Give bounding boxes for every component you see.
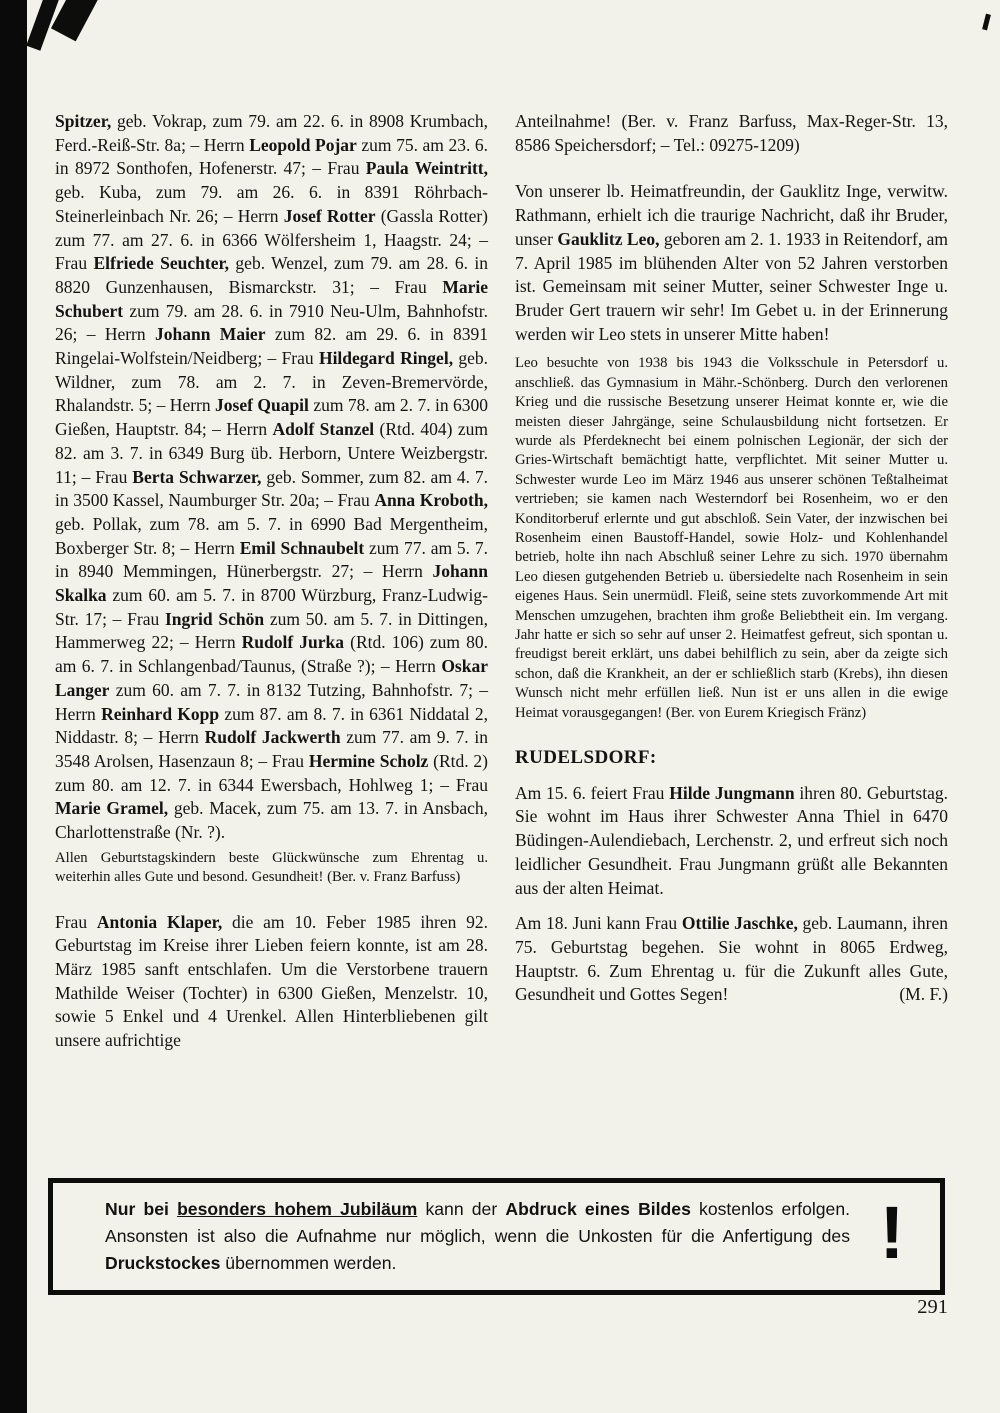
text-segment: Am 15. 6. feiert Frau: [515, 782, 670, 803]
obituary-klaper-paragraph: [55, 911, 488, 1053]
text-segment: (M. F.): [899, 984, 948, 1005]
birthday-jaschke-paragraph: [515, 912, 948, 1007]
text-segment: Marie Gramel,: [55, 798, 169, 819]
text-segment: Druckstockes: [105, 1253, 221, 1273]
birthday-list-paragraph: [55, 110, 488, 845]
text-columns: [55, 110, 948, 1172]
text-segment: geb. Wildner, zum 78. am 2. 7. in Zeven-Bremervörde, Rhalandstr. 5; – Herrn: [55, 348, 489, 416]
text-segment: Am 18. Juni kann Frau: [515, 913, 682, 934]
page-number: 291: [917, 1296, 948, 1318]
text-segment: Frau: [55, 911, 97, 932]
text-segment: Anna Kroboth,: [374, 490, 488, 511]
notice-box: [48, 1178, 945, 1295]
text-segment: zum 60. am 5. 7. in 8700 Würzburg, Franz-Ludwig-Str. 17; – Frau: [55, 585, 488, 629]
text-segment: Leo besuchte von 1938 bis 1943 die Volksschule in Petersdorf u. anschließ. das Gymnasium in Mähr.-Schönberg. Durch den verlorenen Krieg und die russische Besetzung unserer Heimat konnte er, wie die meisten dieser Jahrgänge, seine Schulausbildung nicht fortsetzen. Er wurde als Pferdeknecht bei einem polnischen Legionär, der sich der Gries-Wirtschaft bemächtigt hatte, verpflichtet. Mit seiner Mutter u. Schwester wurde Leo im März 1946 aus unserer schönen Teßtalheimat vertrieben; sie kamen nach Westerndorf bei Rosenheim, wo er den Konditorberuf erlernte und gut abschloß. Sein Vater, der inzwischen bei Rosenheim einen Baustoff-Handel, sowie Holz- und Kohlenhandel betrieb, holte ihn nach Abschluß seiner Lehre zu sich. 1970 übernahm Leo diesen gutgehenden Betrieb u. übersiedelte nach Rosenheim in sein eigenes Haus. Sein unermüdl. Fleiß, seine stets zuvorkommende Art mit Menschen umzugehen, brachten ihm große Beliebtheit ein. Im vergang. Jahr hatte er sich so sehr auf unser 2. Heimatfest gefreut, sich spontan u. freudigst bereit erklärt, uns dabei behilflich zu sein, aber da zeigte sich schon, daß die Krankheit, an der er schließlich starb (Krebs), ihn diesen Wunsch nicht mehr erfüllen ließ. Nun ist er uns allen in die ewige Heimat vorausgegangen! (Ber. von Eurem Kriegisch Fränz): [515, 355, 948, 721]
right-column: [515, 110, 948, 1172]
text-segment: Oskar Langer: [55, 656, 488, 700]
left-column: [55, 110, 488, 1172]
text-segment: geb. Vokrap, zum 79. am 22. 6. in 8908 Krumbach, Ferd.-Reiß-Str. 8a; – Herrn: [55, 111, 488, 155]
text-segment: die am 10. Feber 1985 ihren 92. Geburtstag im Kreise ihrer Lieben feiern konnte, ist am 28. März 1985 sanft entschlafen. Um die Verstorbene trauern Mathilde Weiser (Tochter) in 6300 Gießen, Menzelstr. 10, sowie 5 Enkel und 4 Urenkel. Allen Hinterbliebenen gilt unsere aufrichtige: [55, 911, 489, 1051]
scan-artifact: [982, 14, 991, 31]
text-segment: Abdruck eines Bildes: [505, 1199, 691, 1219]
text-segment: besonders hohem Jubiläum: [177, 1199, 418, 1219]
text-segment: Ingrid Schön: [164, 608, 265, 629]
obituary-gauklitz-intro: [515, 180, 948, 346]
text-segment: zum 77. am 9. 7. in 3548 Arolsen, Hasenzaun 8; – Frau: [55, 727, 488, 771]
text-segment: kostenlos erfolgen. Ansonsten ist also die Aufnahme nur möglich, wenn die Unkosten für die Anfertigung des: [105, 1199, 851, 1246]
text-segment: Anteilnahme! (Ber. v. Franz Barfuss, Max-Reger-Str. 13, 8586 Speichersdorf; – Tel.: 09275-1209): [515, 111, 948, 155]
text-segment: Von unserer lb. Heimatfreundin, der Gauklitz Inge, verwitw. Rathmann, erhielt ich die traurige Nachricht, daß ihr Bruder, unser: [515, 181, 948, 249]
birthday-jungmann-paragraph: [515, 782, 948, 901]
text-segment: geb. Laumann, ihren 75. Geburtstag begehen. Sie wohnt in 8065 Erdweg, Hauptstr. 6. Zum Ehrentag u. für die Zukunft alles Gute, Gesundheit und Gottes Segen!: [515, 913, 948, 1005]
text-segment: geb. Wenzel, zum 79. am 28. 6. in 8820 Gunzenhausen, Bismarckstr. 31; – Frau: [55, 253, 488, 297]
text-segment: Spitzer,: [55, 111, 112, 131]
text-segment: (Rtd. 2) zum 80. am 12. 7. in 6344 Ewersbach, Hohlweg 1; – Frau: [55, 750, 488, 795]
text-segment: Gauklitz Leo,: [557, 228, 660, 249]
text-segment: zum 77. am 5. 7. in 8940 Memmingen, Hünerbergstr. 27; – Herrn: [55, 537, 488, 582]
text-segment: Elfriede Seuchter,: [93, 253, 230, 274]
condolence-continuation: [515, 110, 948, 157]
text-segment: RUDELSDORF:: [515, 747, 657, 769]
text-segment: Hilde Jungmann: [669, 782, 795, 803]
page-edge-bar: [0, 0, 27, 1413]
text-segment: zum 60. am 7. 7. in 8132 Tutzing, Bahnhofstr. 7; – Herrn: [55, 679, 488, 724]
text-segment: Rudolf Jurka: [241, 632, 345, 653]
obituary-gauklitz-biography: [515, 354, 948, 723]
text-segment: (Rtd. 106) zum 80. am 6. 7. in Schlangenbad/Taunus, (Straße ?); – Herrn: [55, 632, 488, 677]
text-segment: Reinhard Kopp: [101, 703, 220, 724]
text-segment: Berta Schwarzer,: [132, 466, 262, 487]
text-segment: zum 87. am 8. 7. in 6361 Niddatal 2, Niddastr. 8; – Herrn: [55, 703, 488, 748]
text-segment: Hermine Scholz: [308, 750, 429, 771]
section-heading-rudelsdorf: [515, 746, 948, 770]
scan-artifact: [51, 0, 101, 41]
text-segment: zum 82. am 29. 6. in 8391 Ringelai-Wolfstein/Neidberg; – Frau: [55, 324, 488, 369]
text-segment: kann der: [417, 1199, 506, 1219]
birthday-wishes-note: [55, 849, 488, 888]
text-segment: Allen Geburtstagskindern beste Glückwünsche zum Ehrentag u. weiterhin alles Gute und besond. Gesundheit! (Ber. v. Franz Barfuss): [55, 849, 488, 886]
text-segment: Hildegard Ringel,: [318, 348, 454, 369]
text-segment: geb. Macek, zum 75. am 13. 7. in Ansbach, Charlottenstraße (Nr. ?).: [55, 798, 488, 843]
text-segment: Adolf Stanzel: [272, 419, 375, 440]
text-segment: geb. Kuba, zum 79. am 26. 6. in 8391 Röhrbach-Steinerleinbach Nr. 26; – Herrn: [55, 182, 488, 226]
text-segment: Marie Schubert: [55, 276, 488, 321]
text-segment: Nur bei: [105, 1199, 178, 1219]
text-segment: geb. Pollak, zum 78. am 5. 7. in 6990 Bad Mergentheim, Boxberger Str. 8; – Herrn: [55, 513, 488, 558]
text-segment: geb. Sommer, zum 82. am 4. 7. in 3500 Kassel, Naumburger Str. 20a; – Frau: [55, 466, 488, 511]
text-segment: (Rtd. 404) zum 82. am 3. 7. in 6349 Burg üb. Herborn, Untere Weizbergstr. 11; – Frau: [55, 419, 489, 487]
text-segment: ihren 80. Geburtstag. Sie wohnt im Haus ihrer Schwester Anna Thiel in 6470 Büdingen-Aulendiebach, Lerchenstr. 2, und erfreut sich noch leidlicher Gesundheit. Frau Jungmann grüßt alle Bekannten aus der alten Heimat.: [515, 782, 948, 898]
text-segment: Josef Quapil: [215, 395, 309, 416]
text-segment: Johann Maier: [155, 324, 266, 345]
text-segment: zum 78. am 2. 7. in 6300 Gießen, Hauptstr. 84; – Herrn: [55, 395, 488, 440]
text-segment: zum 50. am 5. 7. in Dittingen, Hammerweg 22; – Herrn: [55, 608, 488, 653]
text-segment: (Gassla Rotter) zum 77. am 27. 6. in 6366 Wölfersheim 1, Haagstr. 24; – Frau: [55, 205, 489, 274]
text-segment: Paula Weintritt,: [365, 158, 488, 179]
text-segment: Emil Schnaubelt: [239, 537, 365, 558]
notice-text: [105, 1196, 850, 1277]
text-segment: Rudolf Jackwerth: [204, 727, 341, 748]
text-segment: Ottilie Jaschke,: [681, 913, 798, 934]
text-segment: Josef Rotter: [283, 205, 376, 226]
text-segment: geboren am 2. 1. 1933 in Reitendorf, am 7. April 1985 im blühenden Alter von 52 Jahren verstorben ist. Gemeinsam mit seiner Mutter, seiner Schwester Inge u. Bruder Gert trauern wir sehr! Im Gebet u. in der Erinnerung werden wir Leo stets in unserer Mitte haben!: [515, 228, 948, 344]
text-segment: Leopold Pojar: [249, 134, 357, 155]
text-segment: zum 79. am 28. 6. in 7910 Neu-Ulm, Bahnhofstr. 26; – Herrn: [55, 300, 488, 345]
text-segment: Antonia Klaper,: [96, 911, 223, 932]
text-segment: zum 75. am 23. 6. in 8972 Sonthofen, Hofenerstr. 47; – Frau: [55, 134, 489, 179]
text-segment: Johann Skalka: [55, 561, 488, 606]
exclamation-icon: !: [879, 1191, 905, 1275]
text-segment: übernommen werden.: [220, 1253, 397, 1273]
